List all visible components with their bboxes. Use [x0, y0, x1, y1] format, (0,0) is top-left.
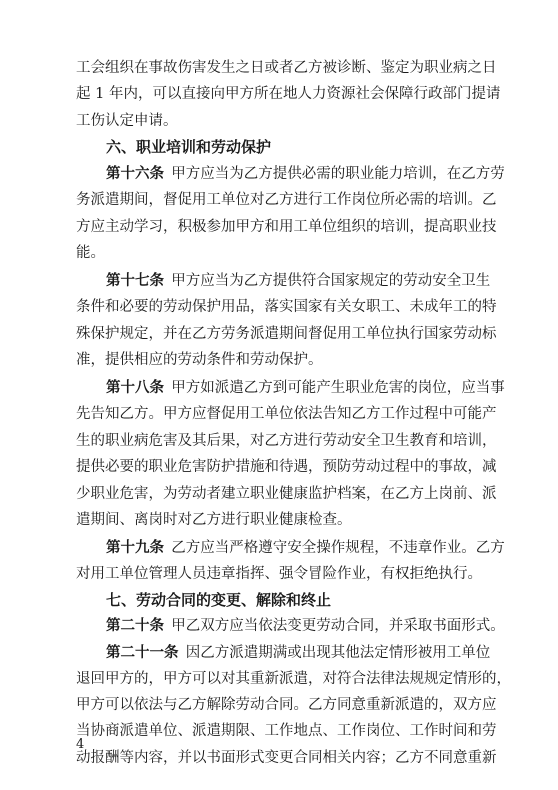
line-text: 工伤认定申请。	[76, 113, 178, 129]
section-heading: 七、劳动合同的变更、解除和终止	[106, 591, 332, 609]
article-number: 第十七条	[106, 273, 164, 289]
text-line	[76, 431, 497, 451]
line-text: 甲方应当为乙方提供必需的职业能力培训，在乙方劳	[171, 166, 505, 182]
text-line	[76, 350, 486, 370]
line-text: 务派遣期间，督促用工单位对乙方进行工作岗位所必需的培训。乙	[76, 192, 497, 208]
text-line	[76, 510, 486, 530]
article-number: 第二十一条	[106, 645, 179, 661]
line-text: 甲方可以依法与乙方解除劳动合同。乙方同意重新派遣的，双方应	[76, 697, 497, 713]
page-number: 4	[76, 737, 85, 752]
text-line	[76, 748, 497, 768]
article-number: 第十六条	[106, 166, 164, 182]
line-text: 方应主动学习，积极参加甲方和用工单位组织的培训，提高职业技	[76, 219, 497, 235]
line-text: 当协商派遣单位、派遣期限、工作地点、工作岗位、工作时间和劳	[76, 723, 497, 739]
line-text: 甲乙双方应当依法变更劳动合同，并采取书面形式。	[171, 618, 505, 634]
text-line	[76, 484, 497, 504]
text-line	[76, 58, 497, 78]
text-line	[76, 721, 497, 741]
line-text: 乙方应当严格遵守安全操作规程，不违章作业。乙方	[171, 540, 505, 556]
line-text: 起 1 年内，可以直接向甲方所在地人力资源社会保障行政部门提请	[76, 86, 501, 102]
line-text: 能。	[76, 245, 105, 261]
text-line	[76, 404, 497, 424]
line-text: 因乙方派遣期满或出现其他法定情形被用工单位	[185, 645, 491, 661]
article-line	[106, 616, 505, 636]
article-number: 第十九条	[106, 540, 164, 556]
line-text: 提供必要的职业危害防护措施和待遇，预防劳动过程中的事故，减	[76, 459, 497, 475]
line-text: 准，提供相应的劳动条件和劳动保护。	[76, 352, 323, 368]
line-text: 动报酬等内容，并以书面形式变更合同相关内容；乙方不同意重新	[76, 750, 497, 766]
article-number: 第二十条	[106, 618, 164, 634]
text-line	[76, 297, 497, 317]
line-text: 少职业危害，为劳动者建立职业健康监护档案，在乙方上岗前、派	[76, 486, 497, 502]
article-line	[106, 538, 505, 558]
line-text: 工会组织在事故伤害发生之日或者乙方被诊断、鉴定为职业病之日	[76, 60, 497, 76]
line-text: 退回甲方的，甲方可以对其重新派遣，对符合法律法规规定情形的，	[76, 671, 511, 687]
text-line	[76, 324, 497, 344]
article-line	[106, 378, 505, 398]
line-text: 条件和必要的劳动保护用品，落实国家有关女职工、未成年工的特	[76, 299, 497, 315]
line-text: 对用工单位管理人员违章指挥、强令冒险作业，有权拒绝执行。	[76, 566, 482, 582]
article-number: 第十八条	[106, 380, 164, 396]
line-text: 先告知乙方。甲方应督促用工单位依法告知乙方工作过程中可能产	[76, 406, 497, 422]
line-text: 遣期间、离岗时对乙方进行职业健康检查。	[76, 512, 352, 528]
text-line	[76, 111, 486, 131]
line-text: 甲方应当为乙方提供符合国家规定的劳动安全卫生	[171, 273, 491, 289]
text-line	[76, 243, 486, 263]
line-text: 甲方如派遣乙方到可能产生职业危害的岗位，应当事	[171, 380, 505, 396]
article-line	[106, 271, 491, 291]
line-text: 殊保护规定，并在乙方劳务派遣期间督促用工单位执行国家劳动标	[76, 326, 497, 342]
text-line	[76, 564, 486, 584]
text-line	[76, 190, 497, 210]
text-line	[76, 217, 497, 237]
article-line	[106, 164, 505, 184]
text-line	[76, 84, 501, 104]
article-line	[106, 643, 491, 663]
text-line	[76, 457, 497, 477]
text-line	[76, 669, 511, 689]
line-text: 生的职业病危害及其后果，对乙方进行劳动安全卫生教育和培训，	[76, 433, 497, 449]
text-line	[76, 695, 497, 715]
section-heading: 六、职业培训和劳动保护	[106, 138, 272, 156]
